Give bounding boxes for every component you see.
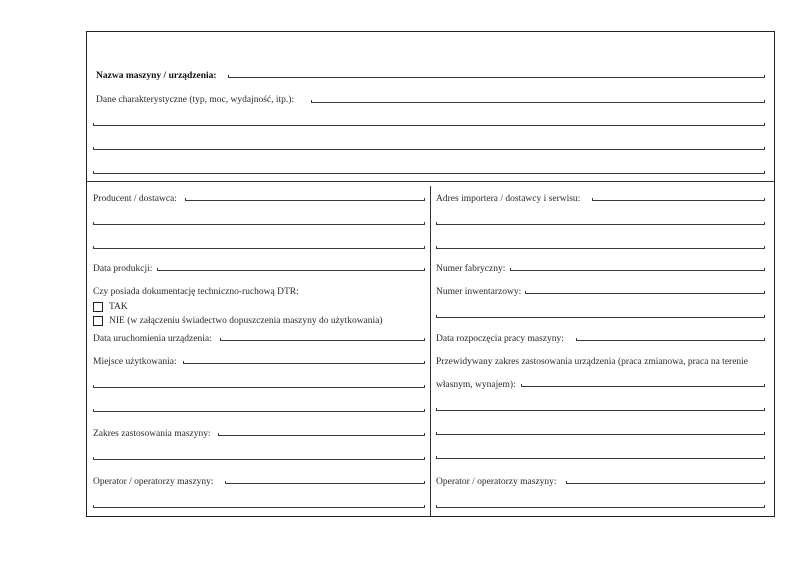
location-field-line-2[interactable] [93, 385, 425, 388]
dtr-question: Czy posiada dokumentację techniczno-ruchową DTR: [93, 287, 299, 297]
column-divider [430, 186, 431, 517]
operator-field-right-line-2[interactable] [436, 505, 765, 508]
production-date-field[interactable] [157, 268, 425, 271]
option-nie-label: NIE (w załączeniu świadectwo dopuszczenia maszyny do użytkowania) [109, 316, 383, 326]
planned-scope-field-line-4[interactable] [436, 456, 765, 459]
inventory-number-field-line-2[interactable] [436, 315, 765, 318]
startup-date-field[interactable] [220, 338, 425, 341]
characteristics-field-line-4[interactable] [93, 171, 765, 174]
option-tak-label: TAK [109, 302, 128, 312]
planned-scope-field-line-2[interactable] [436, 408, 765, 411]
planned-scope-field-line-3[interactable] [436, 432, 765, 435]
checkbox-nie[interactable] [93, 316, 103, 326]
producer-field-line-3[interactable] [93, 246, 425, 249]
location-field[interactable] [183, 361, 425, 364]
operator-label-right: Operator / operatorzy maszyny: [436, 477, 557, 487]
operator-field-left-line-2[interactable] [93, 505, 425, 508]
work-start-date-field[interactable] [576, 338, 765, 341]
operator-field-right[interactable] [566, 481, 765, 484]
machine-name-label: Nazwa maszyny / urządzenia: [96, 71, 217, 81]
location-field-line-3[interactable] [93, 409, 425, 412]
production-date-label: Data produkcji: [93, 264, 153, 274]
characteristics-label: Dane charakterystyczne (typ, moc, wydajność, itp.): [96, 95, 295, 105]
serial-number-label: Numer fabryczny: [436, 264, 506, 274]
producer-field-line-2[interactable] [93, 222, 425, 225]
checkbox-tak[interactable] [93, 302, 103, 312]
inventory-number-label: Numer inwentarzowy: [436, 287, 522, 297]
planned-scope-label-cont: własnym, wynajem): [436, 380, 516, 390]
section-divider [86, 181, 775, 182]
operator-label-left: Operator / operatorzy maszyny: [93, 477, 214, 487]
producer-field[interactable] [185, 198, 425, 201]
inventory-number-field[interactable] [525, 291, 765, 294]
planned-scope-field[interactable] [521, 384, 765, 387]
producer-label: Producent / dostawca: [93, 194, 177, 204]
location-label: Miejsce użytkowania: [93, 357, 177, 367]
operator-field-left[interactable] [225, 481, 425, 484]
importer-address-field-line-3[interactable] [436, 246, 765, 249]
planned-scope-label: Przewidywany zakres zastosowania urządzenia (praca zmianowa, praca na terenie [436, 357, 749, 367]
importer-address-field[interactable] [592, 198, 765, 201]
importer-address-field-line-2[interactable] [436, 222, 765, 225]
machine-name-field[interactable] [228, 75, 765, 78]
usage-scope-field[interactable] [218, 433, 425, 436]
usage-scope-label: Zakres zastosowania maszyny: [93, 429, 211, 439]
work-start-date-label: Data rozpoczęcia pracy maszyny: [436, 334, 564, 344]
characteristics-field-line-2[interactable] [93, 123, 765, 126]
importer-address-label: Adres importera / dostawcy i serwisu: [436, 194, 581, 204]
startup-date-label: Data uruchomienia urządzenia: [93, 334, 212, 344]
characteristics-field-line-3[interactable] [93, 147, 765, 150]
characteristics-field[interactable] [311, 100, 765, 103]
usage-scope-field-line-2[interactable] [93, 457, 425, 460]
serial-number-field[interactable] [510, 268, 765, 271]
